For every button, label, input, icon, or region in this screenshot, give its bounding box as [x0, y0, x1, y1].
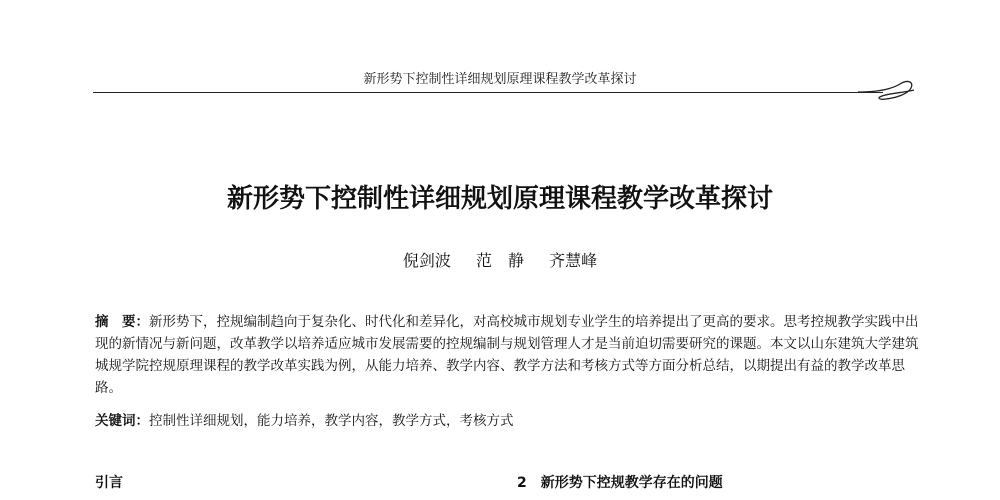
- running-header: 新形势下控制性详细规划原理课程教学改革探讨: [363, 72, 637, 87]
- keywords: [95, 410, 925, 432]
- author-list: [0, 248, 1000, 271]
- author-name: 齐慧峰: [549, 251, 598, 270]
- abstract: [95, 311, 925, 399]
- section-number: 2: [517, 475, 527, 491]
- author-name: 范 静: [475, 251, 524, 270]
- section-title: 新形势下控规教学存在的问题: [540, 475, 723, 491]
- section-heading-2: [517, 472, 723, 492]
- header-swash-ornament: [856, 78, 916, 104]
- section-heading-introduction: 引言: [95, 475, 123, 491]
- abstract-label: 摘 要：: [95, 314, 149, 330]
- abstract-text: 新形势下，控规编制趋向于复杂化、时代化和差异化，对高校城市规划专业学生的培养提出了更高的要求。思考控规教学实践中出现的新情况与新问题，改革教学以培养适应城市发展需要的控规编制与规划管理人才是当前迫切需要研究的课题。本文以山东建筑大学建筑城规学院控规原理课程的教学改革实践为例，从能力培养、教学内容、教学方法和考核方式等方面分析总结，以期提出有益的教学改革思路。: [95, 314, 919, 396]
- keywords-text: 控制性详细规划，能力培养，教学内容，教学方式，考核方式: [149, 413, 514, 429]
- author-name: 倪剑波: [402, 251, 451, 270]
- keywords-label: 关键词：: [95, 413, 149, 429]
- header-rule: [93, 92, 883, 93]
- paper-title: 新形势下控制性详细规划原理课程教学改革探讨: [226, 184, 773, 214]
